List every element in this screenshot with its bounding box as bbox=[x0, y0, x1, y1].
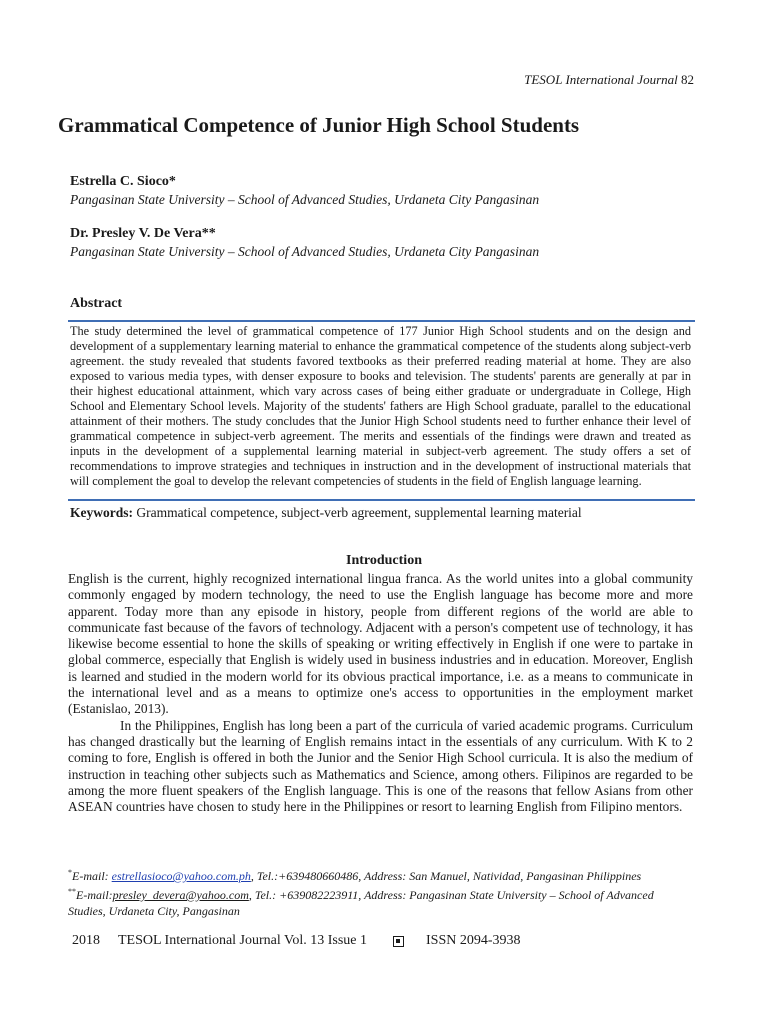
footnote-email-link-1[interactable]: estrellasioco@yahoo.com.ph bbox=[111, 869, 251, 883]
footnote-2 bbox=[68, 884, 693, 919]
page-number: 82 bbox=[681, 72, 694, 87]
abstract-bottom-rule bbox=[68, 499, 695, 501]
introduction-body bbox=[68, 571, 693, 815]
author-name-2: Dr. Presley V. De Vera** bbox=[70, 226, 216, 241]
footer-year: 2018 bbox=[72, 933, 100, 948]
abstract-top-rule bbox=[68, 320, 695, 322]
introduction-paragraph-1: English is the current, highly recognized international lingua franca. As the world unites into a global community commonly engaged by modern technology, the need to use the English language has become more and more apparent. Today more than any episode in history, people from different regions of the world are able to communicate fast because of the favors of technology. Adjacent with a person's competent use of technology, it has likewise become essential to hone the skills of speaking or writing effectively in English if one were to partake in global commerce, especially that English is widely used in business industries and in education. Moreover, English is learned and studied in the modern world for its obvious practical importance, i.e. as a means to communicate in the international level and as a means to optimize one's access to opportunities in the employment market (Estanislao, 2013). bbox=[68, 571, 693, 717]
footer-issn: ISSN 2094-3938 bbox=[426, 933, 521, 948]
abstract-heading: Abstract bbox=[70, 296, 123, 311]
footnote-email-link-2[interactable]: presley_devera@yahoo.com bbox=[112, 888, 249, 902]
qr-square-icon bbox=[393, 936, 404, 947]
footnote-details-2: , Tel.: +639082223911, Address: Pangasinan State University – School of Advanced Studies, Urdaneta City, Pangasinan bbox=[68, 888, 654, 918]
running-head-journal: TESOL International Journal bbox=[524, 72, 678, 87]
author-block-2 bbox=[70, 226, 539, 260]
footnote-1 bbox=[68, 865, 693, 884]
footnote-prefix-2: E-mail: bbox=[76, 888, 113, 902]
author-affiliation-1: Pangasinan State University – School of Advanced Studies, Urdaneta City Pangasinan bbox=[70, 192, 540, 207]
footnote-marker-1: * bbox=[68, 868, 72, 877]
footnotes bbox=[68, 865, 693, 919]
footnote-marker-2: ** bbox=[68, 887, 76, 896]
keywords-text: Grammatical competence, subject-verb agreement, supplemental learning material bbox=[136, 505, 582, 520]
paper-title: Grammatical Competence of Junior High School Students bbox=[58, 113, 580, 137]
running-head bbox=[524, 72, 694, 88]
author-block-1 bbox=[70, 174, 539, 208]
footer-journal: TESOL International Journal Vol. 13 Issue 1 bbox=[118, 933, 367, 948]
footnote-prefix-1: E-mail: bbox=[72, 869, 112, 883]
abstract-text: The study determined the level of grammatical competence of 177 Junior High School students and on the design and development of a supplementary learning material to enhance the grammatical competence of the students along subject-verb agreement. the study revealed that students favored textbooks as their preferred reading material at home. They are also exposed to various media types, with denser exposure to books and television. The students' parents are generally at par in their highest educational attainment, which vary across cases of being either graduate or undergraduate in College, High School and Elementary School levels. Majority of the students' fathers are High School graduate, parallel to the educational attainment of their mothers. The study concludes that the Junior High School students need to further enhance their level of grammatical competence in subject-verb agreement. The merits and essentials of the findings were drawn and treated as inputs in the development of a supplemental learning material in subject-verb agreement. The study offers a set of recommendations to improve strategies and techniques in instruction and in the development of instructional materials that will complement the goal to develop the relevant competencies of students in the field of English language learning. bbox=[70, 324, 691, 488]
keywords bbox=[70, 505, 695, 521]
keywords-label: Keywords: bbox=[70, 505, 133, 520]
author-name-1: Estrella C. Sioco* bbox=[70, 174, 176, 189]
author-affiliation-2: Pangasinan State University – School of Advanced Studies, Urdaneta City Pangasinan bbox=[70, 244, 540, 259]
footnote-details-1: , Tel.:+639480660486, Address: San Manuel, Natividad, Pangasinan Philippines bbox=[250, 869, 642, 883]
introduction-heading: Introduction bbox=[346, 553, 422, 568]
introduction-paragraph-2: In the Philippines, English has long been a part of the curricula of varied academic programs. Curriculum has changed drastically but the learning of English remains intact in the essentials of any curriculum. With K to 2 coming to fore, English is offered in both the Junior and the Senior High School curricula. It is also the medium of instruction in teaching other subjects such as Mathematics and Science, among others. Filipinos are regarded to be among the more fluent speakers of the English language. This is one of the reasons that fellow Asians from other ASEAN countries have chosen to study here in the Philippines or resort to learning English from Filipino mentors. bbox=[68, 717, 693, 815]
page-footer bbox=[72, 933, 521, 949]
